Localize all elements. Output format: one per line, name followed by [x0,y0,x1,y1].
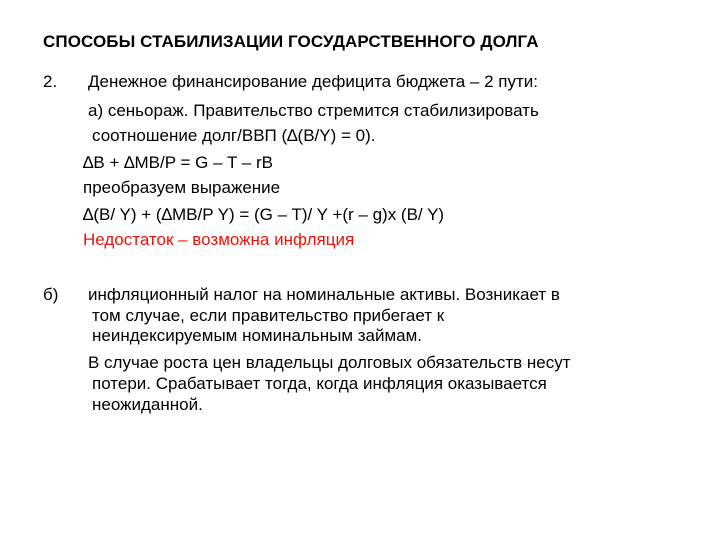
section-b-number: б) [43,285,59,304]
section-b-line-4: В случае роста цен владельцы долговых обязательств несут [88,353,571,372]
section-2-line-2: а) сеньораж. Правительство стремится стабилизировать [88,101,539,120]
section-2-line-5: преобразуем выражение [83,178,281,197]
section-b-line-1: инфляционный налог на номинальные активы. Возникает в [88,285,560,304]
slide-title: СПОСОБЫ СТАБИЛИЗАЦИИ ГОСУДАРСТВЕННОГО ДОЛГА [43,32,539,51]
section-2-line-1: Денежное финансирование дефицита бюджета – 2 пути: [88,72,538,91]
section-2-drawback: Недостаток – возможна инфляция [83,230,355,249]
section-2-equation-2: ∆(B/ Y) + (∆MB/P Y) = (G – T)/ Y +(r – g)x (B/ Y) [83,205,445,224]
section-b-line-5: потери. Срабатывает тогда, когда инфляция оказывается [92,374,547,393]
section-b-line-6: неожиданной. [92,395,203,414]
section-2-equation-1: ∆B + ∆MB/P = G – T – rB [83,153,273,172]
section-2-number: 2. [43,72,58,91]
section-b-line-2: том случае, если правительство прибегает к [92,306,445,325]
section-b-line-3: неиндексируемым номинальным займам. [92,326,423,345]
section-2-line-3: соотношение долг/ВВП (∆(B/Y) = 0). [92,126,376,145]
